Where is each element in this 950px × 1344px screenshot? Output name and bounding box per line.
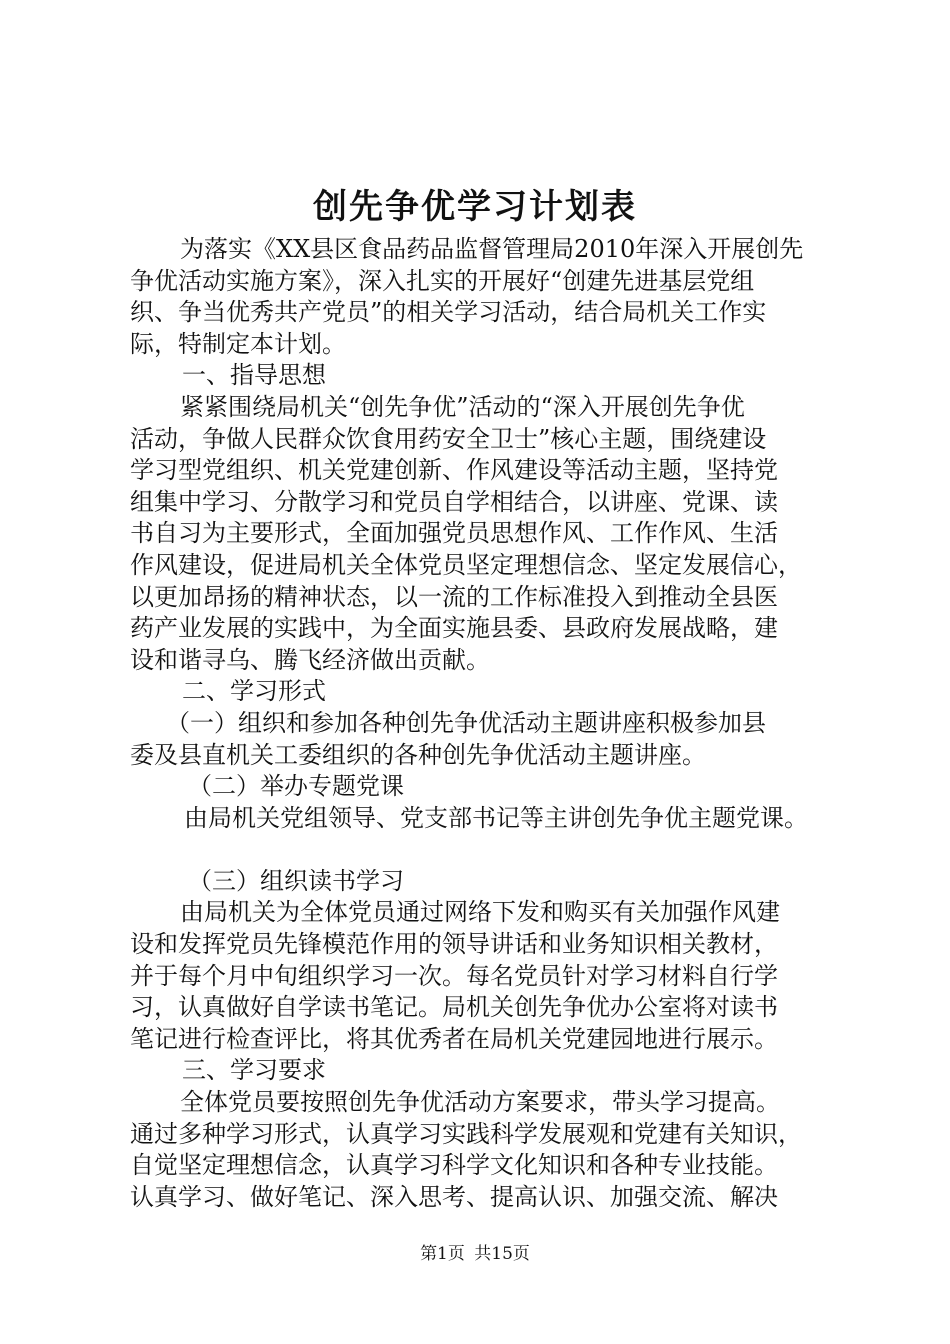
paragraph-line: 织、争当优秀共产党员”的相关学习活动，结合局机关工作实 bbox=[130, 298, 767, 327]
section-heading: 三、学习要求 bbox=[182, 1056, 326, 1085]
paragraph-line: 活动，争做人民群众饮食用药安全卫士”核心主题，围绕建设 bbox=[130, 424, 767, 453]
paragraph-line: 由局机关为全体党员通过网络下发和购买有关加强作风建 bbox=[180, 898, 780, 927]
paragraph-line: 委及县直机关工委组织的各种创先争优活动主题讲座。 bbox=[130, 740, 706, 769]
paragraph-line: 习，认真做好自学读书笔记。局机关创先争优办公室将对读书 bbox=[130, 993, 778, 1022]
section-heading: 一、指导思想 bbox=[182, 361, 326, 390]
blank-line bbox=[130, 834, 840, 866]
document-body bbox=[130, 234, 840, 1213]
subsection-heading: （三）组织读书学习 bbox=[188, 866, 404, 895]
section-heading: 二、学习形式 bbox=[182, 677, 326, 706]
paragraph-line: 书自习为主要形式，全面加强党员思想作风、工作作风、生活 bbox=[130, 519, 778, 548]
page-number: 第1页 bbox=[420, 1244, 465, 1264]
paragraph-line: 以更加昂扬的精神状态，以一流的工作标准投入到推动全县医 bbox=[130, 582, 778, 611]
paragraph-line: 设和发挥党员先锋模范作用的领导讲话和业务知识相关教材， bbox=[130, 930, 778, 959]
paragraph-line: 并于每个月中旬组织学习一次。每名党员针对学习材料自行学 bbox=[130, 961, 778, 990]
paragraph-line: 由局机关党组领导、党支部书记等主讲创先争优主题党课。 bbox=[184, 803, 808, 832]
subsection-heading: （二）举办专题党课 bbox=[188, 772, 404, 801]
paragraph-line: 为落实《XX县区食品药品监督管理局2010年深入开展创先 bbox=[180, 235, 804, 263]
document-title: 创先争优学习计划表 bbox=[313, 187, 637, 227]
paragraph-line: 认真学习、做好笔记、深入思考、提高认识、加强交流、解决 bbox=[130, 1182, 778, 1211]
paragraph-line: 际，特制定本计划。 bbox=[130, 329, 346, 358]
paragraph-line: 全体党员要按照创先争优活动方案要求，带头学习提高。 bbox=[180, 1088, 780, 1117]
paragraph-line: 设和谐寻乌、腾飞经济做出贡献。 bbox=[130, 645, 490, 674]
paragraph-line: 争优活动实施方案》，深入扎实的开展好“创建先进基层党组 bbox=[130, 266, 755, 295]
paragraph-line: 作风建设，促进局机关全体党员坚定理想信念、坚定发展信心， bbox=[130, 550, 802, 579]
page-footer bbox=[0, 1242, 950, 1266]
paragraph-line: 笔记进行检查评比，将其优秀者在局机关党建园地进行展示。 bbox=[130, 1024, 778, 1053]
page-total: 共15页 bbox=[474, 1244, 530, 1264]
paragraph-line: 学习型党组织、机关党建创新、作风建设等活动主题，坚持党 bbox=[130, 456, 778, 485]
paragraph-line: 药产业发展的实践中，为全面实施县委、县政府发展战略，建 bbox=[130, 614, 778, 643]
paragraph-line: 组集中学习、分散学习和党员自学相结合，以讲座、党课、读 bbox=[130, 487, 778, 516]
paragraph-line: 紧紧围绕局机关“创先争优”活动的“深入开展创先争优 bbox=[180, 392, 745, 421]
paragraph-line: 通过多种学习形式，认真学习实践科学发展观和党建有关知识， bbox=[130, 1119, 802, 1148]
subsection-line: （一）组织和参加各种创先争优活动主题讲座积极参加县 bbox=[166, 708, 766, 737]
paragraph-line: 自觉坚定理想信念，认真学习科学文化知识和各种专业技能。 bbox=[130, 1151, 778, 1180]
